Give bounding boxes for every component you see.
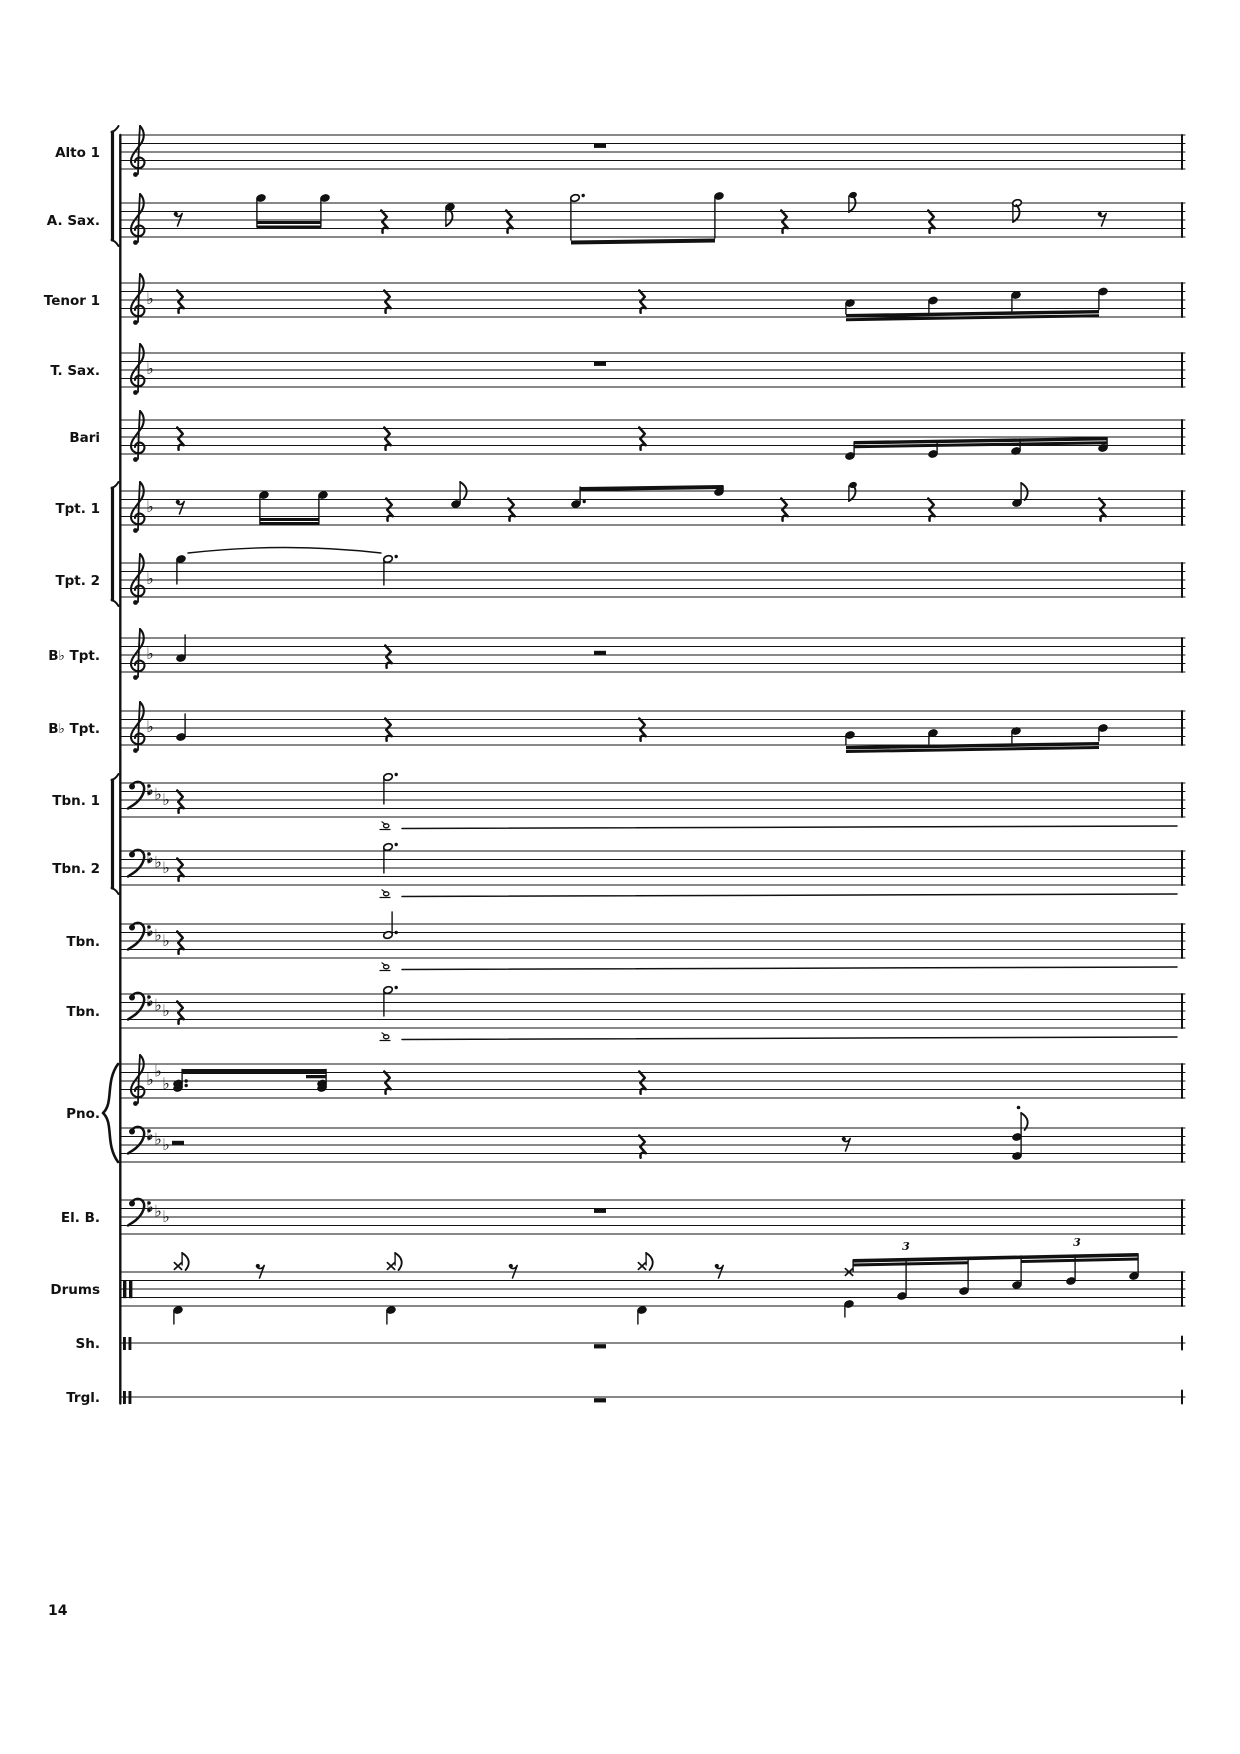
note — [383, 773, 398, 804]
note — [637, 1306, 647, 1324]
staff-tbn-1 — [52, 773, 1185, 830]
qrest — [639, 1136, 646, 1158]
svg-text:♭: ♭ — [146, 359, 154, 378]
svg-text:3: 3 — [902, 1240, 910, 1253]
note — [1011, 727, 1021, 743]
qrest — [384, 1072, 391, 1094]
staff-label: Tpt. 1 — [55, 501, 100, 517]
svg-text:♭: ♭ — [146, 717, 154, 736]
gliss — [402, 967, 1177, 970]
staff-label: Tbn. 1 — [52, 793, 100, 809]
svg-text:♭: ♭ — [146, 780, 154, 800]
note — [445, 203, 455, 226]
qrest — [177, 859, 184, 881]
qrest — [384, 428, 391, 450]
staff-pno-bass — [120, 1106, 1185, 1162]
svg-text:♭: ♭ — [154, 1129, 162, 1149]
staff-tbn-3 — [66, 912, 1185, 971]
note — [1012, 1106, 1028, 1161]
staff-label: B♭ Tpt. — [48, 721, 100, 737]
erest — [1098, 212, 1106, 226]
erest — [715, 1264, 724, 1278]
note — [1012, 199, 1022, 222]
beam — [571, 239, 715, 245]
svg-text:♭: ♭ — [146, 1125, 154, 1145]
staff-label: Tenor 1 — [43, 293, 100, 309]
note — [714, 192, 724, 238]
erest — [176, 500, 185, 514]
svg-text:♭: ♭ — [162, 1135, 170, 1154]
note — [638, 1253, 652, 1270]
note — [174, 1253, 188, 1270]
cue — [380, 822, 390, 830]
note — [1098, 287, 1108, 309]
qrest — [386, 499, 393, 521]
staff-label: Tpt. 2 — [55, 573, 100, 589]
svg-text:♭: ♭ — [162, 1001, 170, 1020]
note — [845, 1260, 853, 1275]
staff-label: T. Sax. — [50, 363, 100, 379]
note — [928, 441, 938, 458]
piano-brace — [66, 1064, 118, 1162]
svg-text:♭: ♭ — [146, 991, 154, 1011]
staff-tpt-2 — [55, 548, 1185, 605]
svg-text:♭: ♭ — [162, 1207, 170, 1226]
note — [383, 912, 398, 939]
qrest — [639, 291, 646, 313]
svg-text:♭: ♭ — [154, 1201, 162, 1221]
svg-text:♭: ♭ — [146, 1070, 154, 1089]
qrest — [385, 646, 392, 668]
svg-text:♭: ♭ — [154, 925, 162, 945]
beam — [306, 1075, 326, 1078]
hrest — [172, 1141, 184, 1145]
qrest — [385, 719, 392, 741]
svg-text:♭: ♭ — [146, 921, 154, 941]
note — [387, 1253, 401, 1270]
staff-label: Drums — [50, 1282, 100, 1298]
staff-label: Tbn. 2 — [52, 861, 100, 877]
wrest — [594, 362, 606, 366]
staff-bb-tpt-1 — [48, 629, 1185, 680]
gliss — [402, 826, 1177, 829]
qrest — [928, 499, 935, 521]
staff-tbn-4 — [66, 986, 1185, 1041]
staff-label: Alto 1 — [55, 145, 100, 161]
note — [173, 1306, 183, 1324]
svg-text:♭: ♭ — [146, 644, 154, 663]
beam — [260, 522, 319, 525]
note — [849, 192, 857, 212]
svg-text:♭: ♭ — [154, 1061, 162, 1081]
svg-text:♭: ♭ — [146, 1197, 154, 1217]
beam — [580, 485, 723, 491]
note — [176, 635, 186, 662]
svg-text:3: 3 — [1073, 1236, 1081, 1249]
beam — [257, 226, 321, 229]
wrest — [594, 144, 606, 148]
beam — [182, 1069, 326, 1074]
svg-text:♭: ♭ — [162, 790, 170, 809]
qrest — [639, 1072, 646, 1094]
qrest — [781, 499, 788, 521]
staff-label: B♭ Tpt. — [48, 648, 100, 664]
qrest — [928, 211, 935, 233]
qrest — [639, 719, 646, 741]
qrest — [177, 791, 184, 813]
staff-drums — [50, 1253, 1185, 1324]
staff-label: El. B. — [60, 1210, 100, 1226]
staff-pno-treble — [120, 1055, 1185, 1106]
wrest — [594, 1344, 606, 1348]
cue — [380, 1033, 390, 1041]
qrest — [1099, 499, 1106, 521]
qrest — [506, 211, 513, 233]
staff-bracket — [112, 126, 119, 246]
staff-bracket — [112, 482, 119, 606]
qrest — [508, 499, 515, 521]
staff-trgl — [66, 1390, 1185, 1406]
wrest — [594, 1209, 606, 1213]
note — [845, 442, 855, 460]
note — [1012, 1256, 1022, 1289]
gliss — [402, 1037, 1177, 1040]
qrest — [781, 211, 788, 233]
note — [318, 491, 328, 524]
note — [845, 299, 855, 314]
staff-label: Sh. — [75, 1336, 100, 1352]
svg-text:♭: ♭ — [154, 995, 162, 1015]
svg-text:♭: ♭ — [154, 852, 162, 872]
qrest — [177, 932, 184, 954]
note — [844, 1300, 854, 1317]
note — [386, 1306, 396, 1324]
staff-bracket — [112, 774, 119, 894]
svg-text:♭: ♭ — [146, 569, 154, 588]
erest — [174, 212, 183, 226]
svg-text:♭: ♭ — [162, 931, 170, 950]
note — [1012, 483, 1028, 507]
qrest — [639, 428, 646, 450]
wrest — [594, 1398, 606, 1402]
erest — [842, 1137, 851, 1151]
svg-text:♭: ♭ — [162, 1074, 170, 1093]
note — [320, 194, 330, 227]
qrest — [381, 211, 388, 233]
qrest — [177, 428, 184, 450]
staff-tenor-1 — [44, 274, 1185, 325]
erest — [509, 1264, 518, 1278]
svg-text:♭: ♭ — [154, 784, 162, 804]
beam — [260, 518, 319, 521]
staff-label: Pno. — [66, 1106, 100, 1122]
staff-tpt-1 — [55, 482, 1185, 533]
tie — [188, 548, 381, 554]
erest — [256, 1264, 265, 1278]
staff-label: Tbn. — [66, 934, 100, 950]
note — [570, 194, 585, 240]
staff-tbn-2 — [52, 843, 1185, 898]
staff-el-b — [61, 1198, 1185, 1235]
qrest — [177, 1002, 184, 1024]
staff-t-sax — [50, 344, 1185, 395]
staff-label: A. Sax. — [46, 213, 100, 229]
staff-label: Tbn. — [66, 1004, 100, 1020]
hrest — [594, 651, 606, 655]
qrest — [177, 291, 184, 313]
staff-sh — [76, 1336, 1185, 1352]
note — [845, 731, 855, 745]
note — [928, 296, 938, 312]
note — [1098, 724, 1108, 741]
gliss — [402, 894, 1177, 897]
cue — [380, 890, 390, 898]
staff-bb-tpt-2 — [48, 702, 1185, 753]
svg-text:♭: ♭ — [162, 858, 170, 877]
staff-a-sax — [47, 192, 1185, 245]
qrest — [384, 291, 391, 313]
staff-alto-1 — [55, 126, 1185, 177]
staff-label: Trgl. — [66, 1390, 100, 1406]
svg-text:♭: ♭ — [146, 289, 154, 308]
page-number: 14 — [48, 1603, 68, 1619]
note — [451, 482, 467, 508]
staff-label: Bari — [69, 430, 100, 446]
staff-bari — [69, 411, 1185, 462]
svg-text:♭: ♭ — [146, 848, 154, 868]
cue — [380, 963, 390, 971]
beam — [257, 221, 321, 224]
svg-text:♭: ♭ — [146, 497, 154, 516]
